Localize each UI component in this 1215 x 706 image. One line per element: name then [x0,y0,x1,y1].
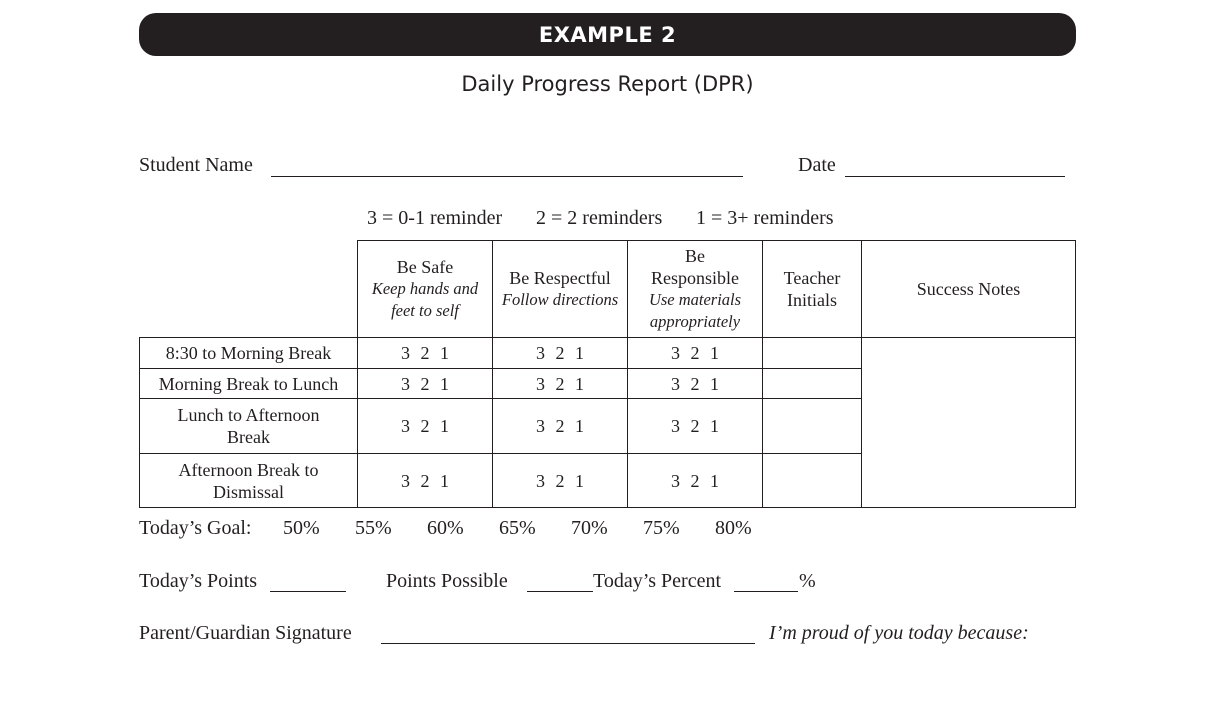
page-title: Daily Progress Report (DPR) [461,72,754,96]
col-title: Be Safe [396,257,454,277]
col-subtitle: Keep hands and [371,279,479,298]
row-label-text: Break [227,427,270,447]
table-row [140,338,1076,369]
score-cell[interactable]: 3 2 1 [493,338,628,369]
blank-corner [140,241,358,338]
student-name-label: Student Name [139,154,253,176]
score-cell[interactable]: 3 2 1 [358,454,493,508]
col-be-respectful [493,241,628,338]
row-label-text: Dismissal [212,481,284,502]
example-banner [139,13,1076,56]
points-possible-line[interactable] [527,591,593,592]
score-cell[interactable]: 3 2 1 [493,369,628,399]
signature-line[interactable] [381,643,755,644]
col-be-responsible [628,241,763,338]
col-teacher-initials [763,241,862,338]
student-name-line[interactable] [271,176,743,177]
goal-label: Today’s Goal: [139,517,252,539]
teacher-initials-cell[interactable] [763,369,862,399]
col-success-notes [862,241,1076,338]
goal-option[interactable]: 65% [499,517,536,539]
todays-percent-label: Today’s Percent [593,570,722,592]
row-label-text: 8:30 to Morning Break [165,343,332,363]
header-row [140,241,1076,338]
score-cell[interactable]: 3 2 1 [628,369,763,399]
goal-option[interactable]: 50% [283,517,320,539]
col-title: Success Notes [916,279,1021,299]
row-label-text: Lunch to Afternoon [177,405,320,425]
proud-label: I’m proud of you today because: [769,622,1029,644]
col-title: Be Respectful [509,268,611,288]
signature-label: Parent/Guardian Signature [139,622,352,644]
date-label: Date [798,154,836,176]
score-cell[interactable]: 3 2 1 [628,338,763,369]
col-subtitle: Use materials [648,290,742,309]
points-possible-label: Points Possible [386,570,508,592]
row-label-text: Afternoon Break to [178,459,319,480]
todays-percent-line[interactable] [734,591,798,592]
percent-sign: % [799,570,816,592]
teacher-initials-cell[interactable] [763,399,862,454]
score-cell[interactable]: 3 2 1 [358,369,493,399]
col-title: Teacher [783,268,841,288]
banner-label: EXAMPLE 2 [538,22,677,47]
row-label [140,338,358,369]
score-cell[interactable]: 3 2 1 [493,454,628,508]
teacher-initials-cell[interactable] [763,338,862,369]
col-title: Initials [787,290,837,310]
dpr-table [139,240,1076,508]
todays-points-line[interactable] [270,591,346,592]
score-cell[interactable]: 3 2 1 [493,399,628,454]
scale-3: 3 = 0-1 reminder [367,207,503,229]
todays-points-label: Today’s Points [139,570,258,592]
goal-option[interactable]: 75% [643,517,680,539]
goal-option[interactable]: 70% [571,517,608,539]
col-title: Responsible [651,268,739,288]
goal-option[interactable]: 60% [427,517,464,539]
scale-1: 1 = 3+ reminders [696,207,834,229]
row-label [140,369,358,399]
score-cell[interactable]: 3 2 1 [628,399,763,454]
col-subtitle: appropriately [649,312,741,331]
teacher-initials-cell[interactable] [763,454,862,508]
score-cell[interactable]: 3 2 1 [358,338,493,369]
goal-option[interactable]: 80% [715,517,752,539]
score-cell[interactable]: 3 2 1 [358,399,493,454]
col-subtitle: Follow directions [501,290,619,309]
row-label [140,399,358,454]
goal-option[interactable]: 55% [355,517,392,539]
scale-2: 2 = 2 reminders [536,207,663,229]
row-label-text: Morning Break to Lunch [158,373,339,394]
col-title: Be [685,246,705,266]
col-be-safe [358,241,493,338]
row-label [140,454,358,508]
score-cell[interactable]: 3 2 1 [628,454,763,508]
success-notes-cell[interactable] [862,338,1076,508]
col-subtitle: feet to self [391,301,459,320]
date-line[interactable] [845,176,1065,177]
